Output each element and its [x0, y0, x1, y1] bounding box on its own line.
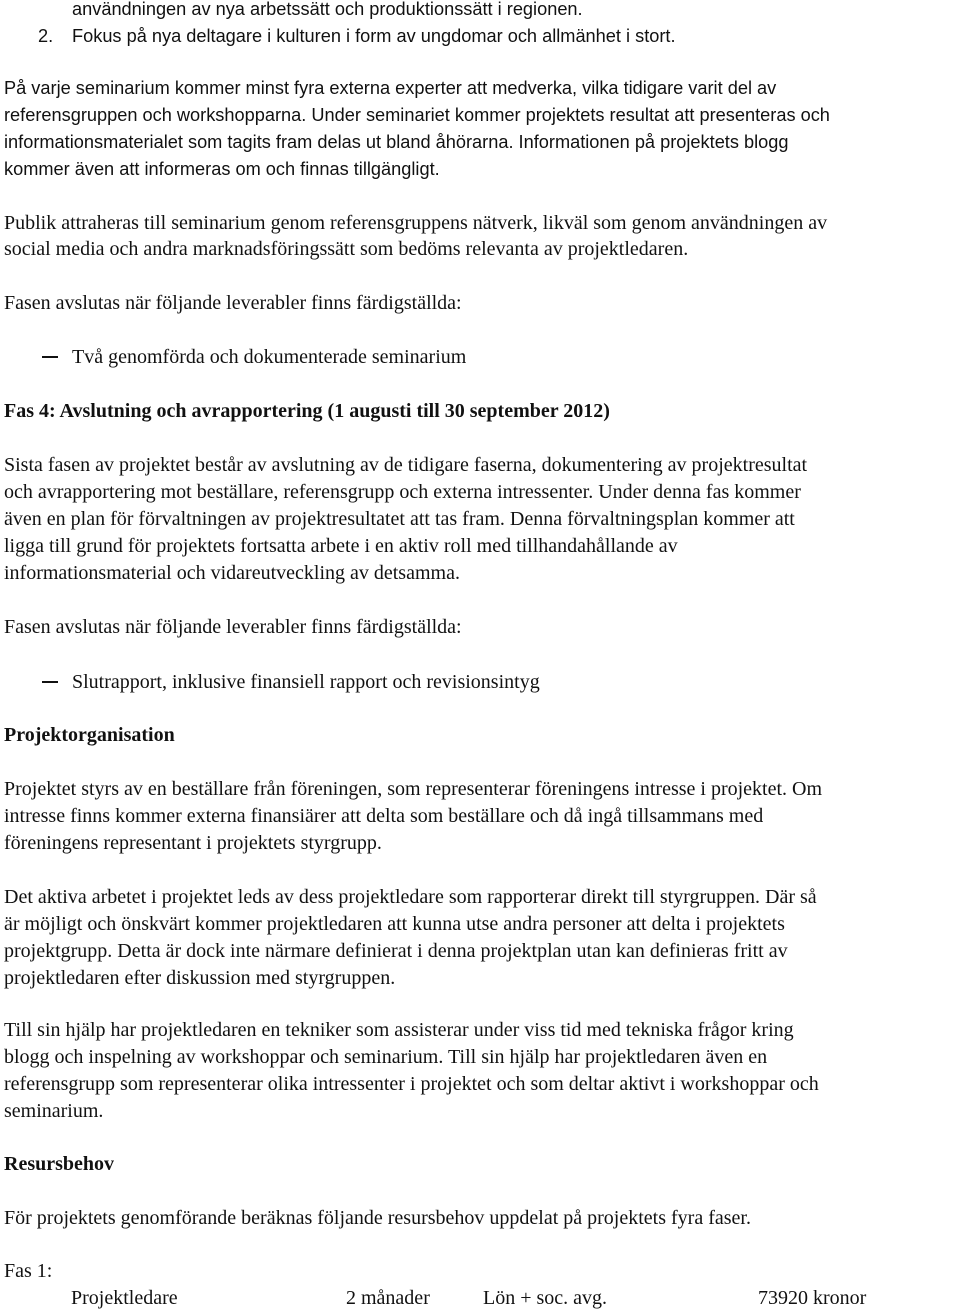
bullet-item: Två genomförda och dokumenterade seminarium — [72, 346, 467, 368]
section-heading: Fas 4: Avslutning och avrapportering (1 augusti till 30 september 2012) — [4, 400, 610, 422]
deliverables-intro: Fasen avslutas när följande leverabler finns färdigställda: — [4, 616, 462, 638]
paragraph-line: och avrapportering mot beställare, referensgrupp och externa intressenter. Under denna fas kommer — [4, 481, 801, 503]
paragraph-line: projektgrupp. Detta är dock inte närmare definierat i denna projektplan utan kan definieras fritt av — [4, 940, 788, 962]
resource-row — [0, 1285, 960, 1312]
dash-bullet-icon — [42, 356, 58, 358]
list-item-number: 2. — [38, 26, 54, 46]
paragraph-line: Det aktiva arbetet i projektet leds av dess projektledare som rapporterar direkt till styrgruppen. Där så — [4, 886, 817, 908]
list-item-text: Fokus på nya deltagare i kulturen i form av ungdomar och allmänhet i stort. — [72, 26, 676, 46]
deliverables-intro: Fasen avslutas när följande leverabler finns färdigställda: — [4, 292, 462, 314]
paragraph-line: social media och andra marknadsföringssätt som bedöms relevanta av projektledaren. — [4, 238, 689, 260]
section-heading: Projektorganisation — [4, 724, 175, 746]
resource-role: Projektledare — [71, 1287, 178, 1309]
paragraph-line: seminarium. — [4, 1100, 104, 1122]
paragraph-line: referensgrupp som representerar olika intressenter i projektet och som deltar aktivt i workshoppar och — [4, 1073, 819, 1095]
resource-duration: 2 månader — [346, 1287, 430, 1309]
paragraph-line: är möjligt och önskvärt kommer projektledaren att kunna utse andra personer att delta i projektets — [4, 913, 785, 935]
paragraph-line: projektledaren efter diskussion med styrgruppen. — [4, 967, 396, 989]
paragraph-line: blogg och inspelning av workshoppar och seminarium. Till sin hjälp har projektledaren även en — [4, 1046, 768, 1068]
paragraph-line: Sista fasen av projektet består av avslutning av de tidigare faserna, dokumentering av projektresultat — [4, 454, 808, 476]
paragraph-line: intresse finns kommer externa finansiärer att delta som beställare och då ingå tillsammans med — [4, 805, 764, 827]
paragraph-line: Till sin hjälp har projektledaren en tekniker som assisterar under viss tid med tekniska frågor kring — [4, 1019, 794, 1041]
paragraph-line: Projektet styrs av en beställare från föreningen, som representerar föreningens intresse i projektet. Om — [4, 778, 823, 800]
paragraph-line: referensgruppen och workshopparna. Under seminariet kommer projektets resultat att presenteras och — [4, 105, 830, 125]
paragraph-line: ligga till grund för projektets fortsatta arbete i en aktiv roll med tillhandahållande av — [4, 535, 678, 557]
paragraph-line: På varje seminarium kommer minst fyra externa experter att medverka, vilka tidigare varit del av — [4, 78, 777, 98]
paragraph-line: föreningens representant i projektets styrgrupp. — [4, 832, 382, 854]
bullet-item: Slutrapport, inklusive finansiell rapport och revisionsintyg — [72, 671, 540, 693]
section-heading: Resursbehov — [4, 1153, 115, 1175]
dash-bullet-icon — [42, 681, 58, 683]
paragraph-line: informationsmaterialet som tagits fram delas ut bland åhörarna. Informationen på projektets blogg — [4, 132, 789, 152]
phase-label: Fas 1: — [4, 1260, 53, 1282]
paragraph-line: även en plan för förvaltningen av projektresultatet att tas fram. Denna förvaltningsplan kommer att — [4, 508, 795, 530]
list-item-continued: användningen av nya arbetssätt och produktionssätt i regionen. — [72, 0, 583, 19]
resource-amount: 73920 kronor — [758, 1287, 867, 1309]
paragraph-line: kommer även att informeras om och finnas tillgängligt. — [4, 159, 440, 179]
paragraph-line: Publik attraheras till seminarium genom referensgruppens nätverk, likväl som genom användningen av — [4, 212, 828, 234]
resource-cost-type: Lön + soc. avg. — [483, 1287, 608, 1309]
paragraph-line: informationsmaterial och vidareutveckling av detsamma. — [4, 562, 460, 584]
paragraph-line: För projektets genomförande beräknas följande resursbehov uppdelat på projektets fyra faser. — [4, 1207, 751, 1229]
